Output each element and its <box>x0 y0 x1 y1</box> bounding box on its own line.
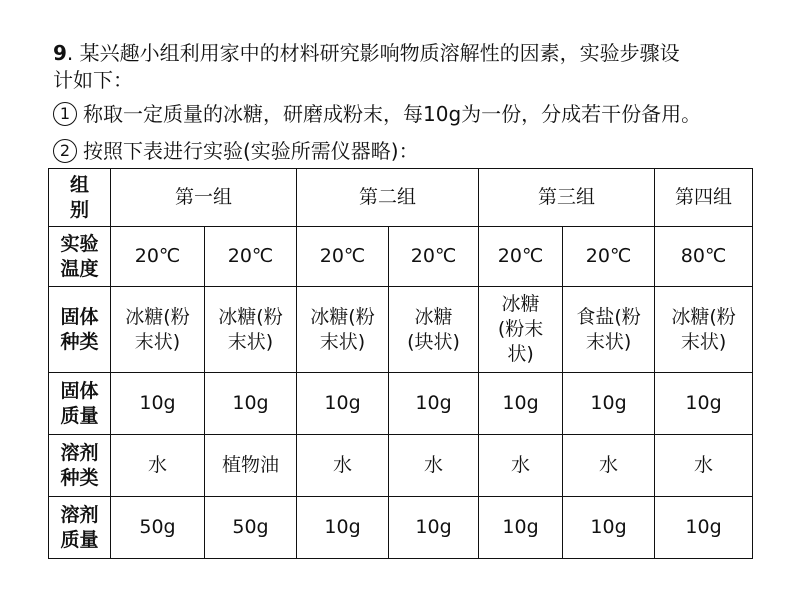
cell-line: 10g <box>232 392 269 414</box>
table-cell <box>563 227 655 287</box>
cell-line: 水 <box>599 454 619 476</box>
table-cell <box>479 287 563 373</box>
group-2-header: 第二组 <box>297 169 479 227</box>
row-label-line: 种类 <box>60 330 99 353</box>
cell-line: 20℃ <box>227 245 274 267</box>
table-row <box>49 227 753 287</box>
cell-line: 10g <box>502 516 539 538</box>
cell-line: 10g <box>324 392 361 414</box>
row-label-line: 温度 <box>60 257 99 280</box>
cell-line: 冰糖(粉 <box>125 305 190 328</box>
cell-line: 末状) <box>319 330 366 353</box>
cell-line: 状) <box>507 343 534 365</box>
cell-line: 10g <box>415 516 452 538</box>
step-1-text: 称取一定质量的冰糖，研磨成粉末，每10g为一份，分成若干份备用。 <box>83 102 702 126</box>
cell-line: 10g <box>415 392 452 414</box>
row-label-line: 质量 <box>60 528 99 551</box>
row-label-line: 实验 <box>60 232 99 255</box>
table-cell <box>655 227 753 287</box>
table-cell <box>655 497 753 559</box>
cell-line: (粉末 <box>497 318 544 340</box>
cell-line: 10g <box>590 392 627 414</box>
cell-line: 80℃ <box>680 245 727 267</box>
table-cell <box>205 373 297 435</box>
table-cell <box>389 373 479 435</box>
table-cell <box>479 497 563 559</box>
table-cell <box>111 287 205 373</box>
cell-line: (块状) <box>407 330 460 353</box>
cell-line: 冰糖(粉 <box>671 305 736 328</box>
table-cell <box>655 373 753 435</box>
table-cell <box>205 287 297 373</box>
cell-line: 末状) <box>134 330 181 353</box>
table-cell <box>655 287 753 373</box>
cell-line: 20℃ <box>497 245 544 267</box>
cell-line: 冰糖 <box>501 293 540 315</box>
cell-line: 50g <box>232 516 269 538</box>
cell-line: 10g <box>590 516 627 538</box>
cell-line: 冰糖 <box>414 305 453 328</box>
group-3-header: 第三组 <box>479 169 655 227</box>
cell-line: 20℃ <box>319 245 366 267</box>
row-label-line: 溶剂 <box>60 503 99 526</box>
row-label <box>49 373 111 435</box>
cell-line: 末状) <box>680 330 727 353</box>
row-label-line: 种类 <box>60 466 99 489</box>
row-label-line: 固体 <box>60 379 99 402</box>
cell-line: 水 <box>333 454 353 476</box>
group-1-header: 第一组 <box>111 169 297 227</box>
table-cell <box>111 373 205 435</box>
table-row <box>49 497 753 559</box>
cell-line: 20℃ <box>585 245 632 267</box>
table-cell <box>389 435 479 497</box>
table-cell <box>297 287 389 373</box>
table-cell <box>563 373 655 435</box>
step-2-text: 按照下表进行实验(实验所需仪器略)： <box>83 139 419 163</box>
cell-line: 食盐(粉 <box>576 305 641 328</box>
row-label <box>49 497 111 559</box>
row-label-line: 质量 <box>60 404 99 427</box>
table-cell <box>111 227 205 287</box>
cell-line: 10g <box>685 392 722 414</box>
table-cell <box>205 435 297 497</box>
table-cell <box>655 435 753 497</box>
table-cell <box>479 373 563 435</box>
table-cell <box>389 497 479 559</box>
question-line-1 <box>53 40 680 67</box>
cell-line: 10g <box>324 516 361 538</box>
table-row <box>49 373 753 435</box>
cell-line: 冰糖(粉 <box>310 305 375 328</box>
table-cell <box>479 227 563 287</box>
table-cell <box>297 227 389 287</box>
cell-line: 植物油 <box>222 454 280 476</box>
group-header-line: 别 <box>69 198 89 221</box>
table-cell <box>389 287 479 373</box>
table-cell <box>111 435 205 497</box>
row-label <box>49 435 111 497</box>
table-cell <box>297 373 389 435</box>
row-label-line: 固体 <box>60 305 99 328</box>
table-cell <box>479 435 563 497</box>
table-cell <box>563 287 655 373</box>
cell-line: 10g <box>502 392 539 414</box>
experiment-table <box>48 168 753 559</box>
cell-line: 10g <box>685 516 722 538</box>
table-cell <box>111 497 205 559</box>
question-line-2: 计如下： <box>53 68 133 92</box>
cell-line: 冰糖(粉 <box>218 305 283 328</box>
step-1-marker: 1 <box>53 102 77 126</box>
table-cell <box>205 497 297 559</box>
table-cell <box>563 497 655 559</box>
step-1 <box>53 101 701 128</box>
table-row <box>49 287 753 373</box>
group-header-cell <box>49 169 111 227</box>
table-cell <box>205 227 297 287</box>
row-label <box>49 287 111 373</box>
group-header-line: 组 <box>69 173 89 196</box>
question-text-1: . 某兴趣小组利用家中的材料研究影响物质溶解性的因素，实验步骤设 <box>66 41 680 65</box>
group-4-header: 第四组 <box>655 169 753 227</box>
cell-line: 10g <box>139 392 176 414</box>
cell-line: 水 <box>511 454 531 476</box>
cell-line: 20℃ <box>134 245 181 267</box>
step-2-marker: 2 <box>53 139 77 163</box>
table-cell <box>297 435 389 497</box>
cell-line: 水 <box>424 454 444 476</box>
group-header-row <box>49 169 753 227</box>
cell-line: 水 <box>694 454 714 476</box>
table-cell <box>297 497 389 559</box>
cell-line: 末状) <box>585 330 632 353</box>
step-2 <box>53 138 419 165</box>
table-cell <box>563 435 655 497</box>
question-number: 9 <box>53 41 67 65</box>
table-row <box>49 435 753 497</box>
table-cell <box>389 227 479 287</box>
cell-line: 50g <box>139 516 176 538</box>
cell-line: 水 <box>147 454 167 476</box>
row-label <box>49 227 111 287</box>
cell-line: 20℃ <box>410 245 457 267</box>
row-label-line: 溶剂 <box>60 441 99 464</box>
cell-line: 末状) <box>227 330 274 353</box>
